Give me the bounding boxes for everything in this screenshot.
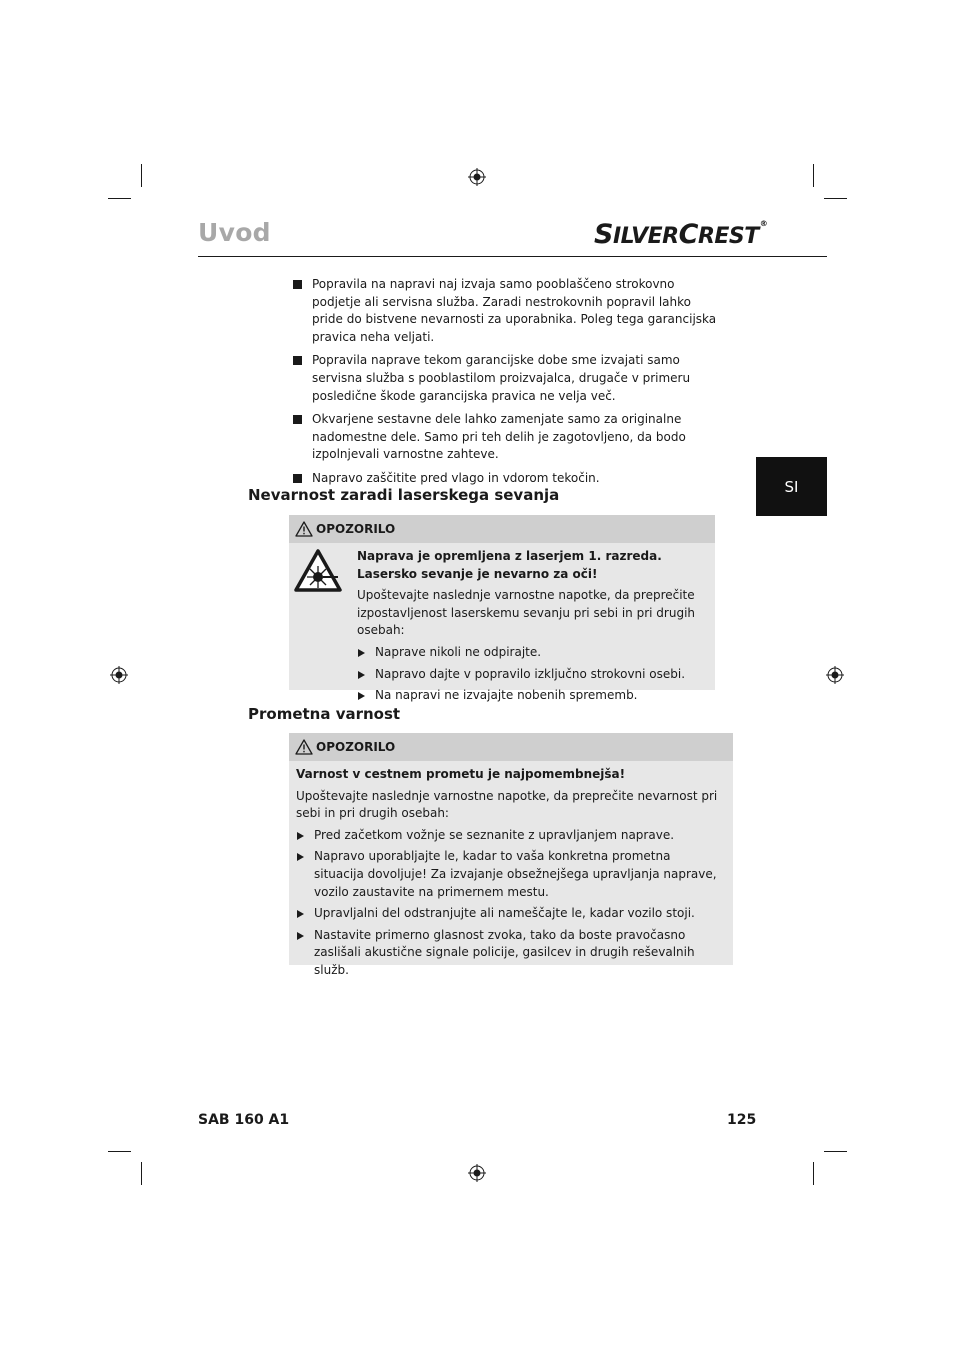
traffic-warning-box [289, 733, 733, 977]
language-tab: SI [756, 457, 827, 516]
arrow-bullet-icon [297, 853, 304, 861]
list-item-text: Upravljalni del odstranjujte ali nameščajte le, kadar vozilo stoji. [314, 906, 695, 921]
list-item [296, 905, 721, 923]
registration-mark-icon [826, 666, 844, 684]
list-item [357, 644, 707, 662]
arrow-bullet-icon [358, 649, 365, 657]
laser-section-heading: Nevarnost zaradi laserskega sevanja [248, 486, 560, 504]
crop-mark [824, 1151, 847, 1152]
crop-mark [824, 198, 847, 199]
list-item-text: Popravila na napravi naj izvaja samo pooblaščeno strokovno podjetje ali servisna služba. Zaradi nestrokovnih popravil lahko pride do bistvene nevarnosti za uporabnika. Poleg tega garancijska pravica neha veljati. [312, 277, 717, 344]
list-item-text: Na napravi ne izvajajte nobenih sprememb. [375, 688, 638, 703]
arrow-bullet-icon [358, 692, 365, 700]
traffic-intro-text: Upoštevajte naslednje varnostne napotke, da preprečite nevarnost pri sebi in pri drugih osebah: [296, 788, 718, 821]
brand-logo [594, 219, 767, 250]
arrow-bullet-icon [358, 671, 365, 679]
laser-danger-notice: Lasersko sevanje je nevarno za oči! [357, 566, 598, 581]
list-item-text: Napravo dajte v popravilo izključno strokovni osebi. [375, 666, 686, 681]
brand-letters: ILVER [612, 224, 679, 249]
list-item [293, 352, 723, 405]
square-bullet-icon [293, 474, 302, 483]
list-item-text: Napravo uporabljajte le, kadar to vaša konkretna prometna situacija dovoljuje! Za izvajanje obsežnejšega upravljanja naprave, vozilo zaustavite na primernem mestu. [314, 849, 717, 899]
warning-triangle-icon [295, 739, 313, 755]
traffic-section-heading: Prometna varnost [248, 705, 401, 723]
intro-bullet-list [293, 276, 723, 494]
laser-instruction-list [357, 644, 707, 705]
list-item-text: Napravo zaščitite pred vlago in vdorom tekočin. [312, 470, 600, 485]
square-bullet-icon [293, 356, 302, 365]
registration-mark-icon [110, 666, 128, 684]
warning-label: OPOZORILO [316, 740, 396, 754]
header-rule [198, 256, 827, 257]
list-item [293, 411, 723, 464]
square-bullet-icon [293, 415, 302, 424]
warning-triangle-icon [295, 521, 313, 537]
arrow-bullet-icon [297, 932, 304, 940]
warning-header [289, 733, 733, 761]
section-title: Uvod [198, 218, 271, 247]
crop-mark [141, 164, 142, 187]
list-item [293, 276, 723, 346]
traffic-safety-notice: Varnost v cestnem prometu je najpomembnejša! [296, 767, 626, 781]
square-bullet-icon [293, 280, 302, 289]
crop-mark [108, 1151, 131, 1152]
list-item [357, 687, 707, 705]
list-item [296, 827, 721, 845]
laser-intro-text: Upoštevajte naslednje varnostne napotke, da preprečite izpostavljenost laserskemu sevanju pri sebi in pri drugih osebah: [357, 588, 696, 638]
list-item-text: Pred začetkom vožnje se seznanite z upravljanjem naprave. [314, 827, 675, 842]
list-item-text: Nastavite primerno glasnost zvoka, tako da boste pravočasno zaslišali akustične signale policije, gasilcev in drugih reševalnih služb. [314, 927, 695, 977]
registered-mark: ® [759, 219, 768, 228]
registration-mark-icon [468, 168, 486, 186]
list-item-text: Okvarjene sestavne dele lahko zamenjate samo za originalne nadomestne dele. Samo pri teh delih je zagotovljeno, da bodo izpolnjevali varnostne zahteve. [312, 412, 686, 462]
crop-mark [141, 1162, 142, 1185]
list-item-text: Popravila naprave tekom garancijske dobe sme izvajati samo servisna služba s pooblastilom proizvajalca, drugače v primeru posledične škode garancijska pravica ne velja več. [312, 353, 691, 403]
brand-letter: C [678, 219, 698, 250]
crop-mark [813, 1162, 814, 1185]
crop-mark [108, 198, 131, 199]
registration-mark-icon [468, 1164, 486, 1182]
arrow-bullet-icon [297, 832, 304, 840]
traffic-warning-content [296, 766, 721, 980]
laser-warning-content [357, 548, 707, 705]
model-number: SAB 160 A1 [198, 1112, 290, 1128]
list-item [293, 470, 723, 488]
brand-letter: S [594, 219, 613, 250]
list-item-text: Naprave nikoli ne odpirajte. [375, 644, 542, 659]
laser-warning-box [289, 515, 715, 703]
list-item [296, 848, 721, 901]
arrow-bullet-icon [297, 910, 304, 918]
laser-hazard-icon [294, 549, 342, 592]
crop-mark [813, 164, 814, 187]
brand-letters: REST [697, 224, 759, 249]
laser-class-notice: Naprava je opremljena z laserjem 1. razreda. [357, 549, 662, 563]
list-item [357, 666, 707, 684]
warning-header [289, 515, 715, 543]
list-item [296, 927, 721, 980]
warning-label: OPOZORILO [316, 522, 396, 536]
page-number: 125 [727, 1112, 757, 1128]
traffic-instruction-list [296, 827, 721, 980]
